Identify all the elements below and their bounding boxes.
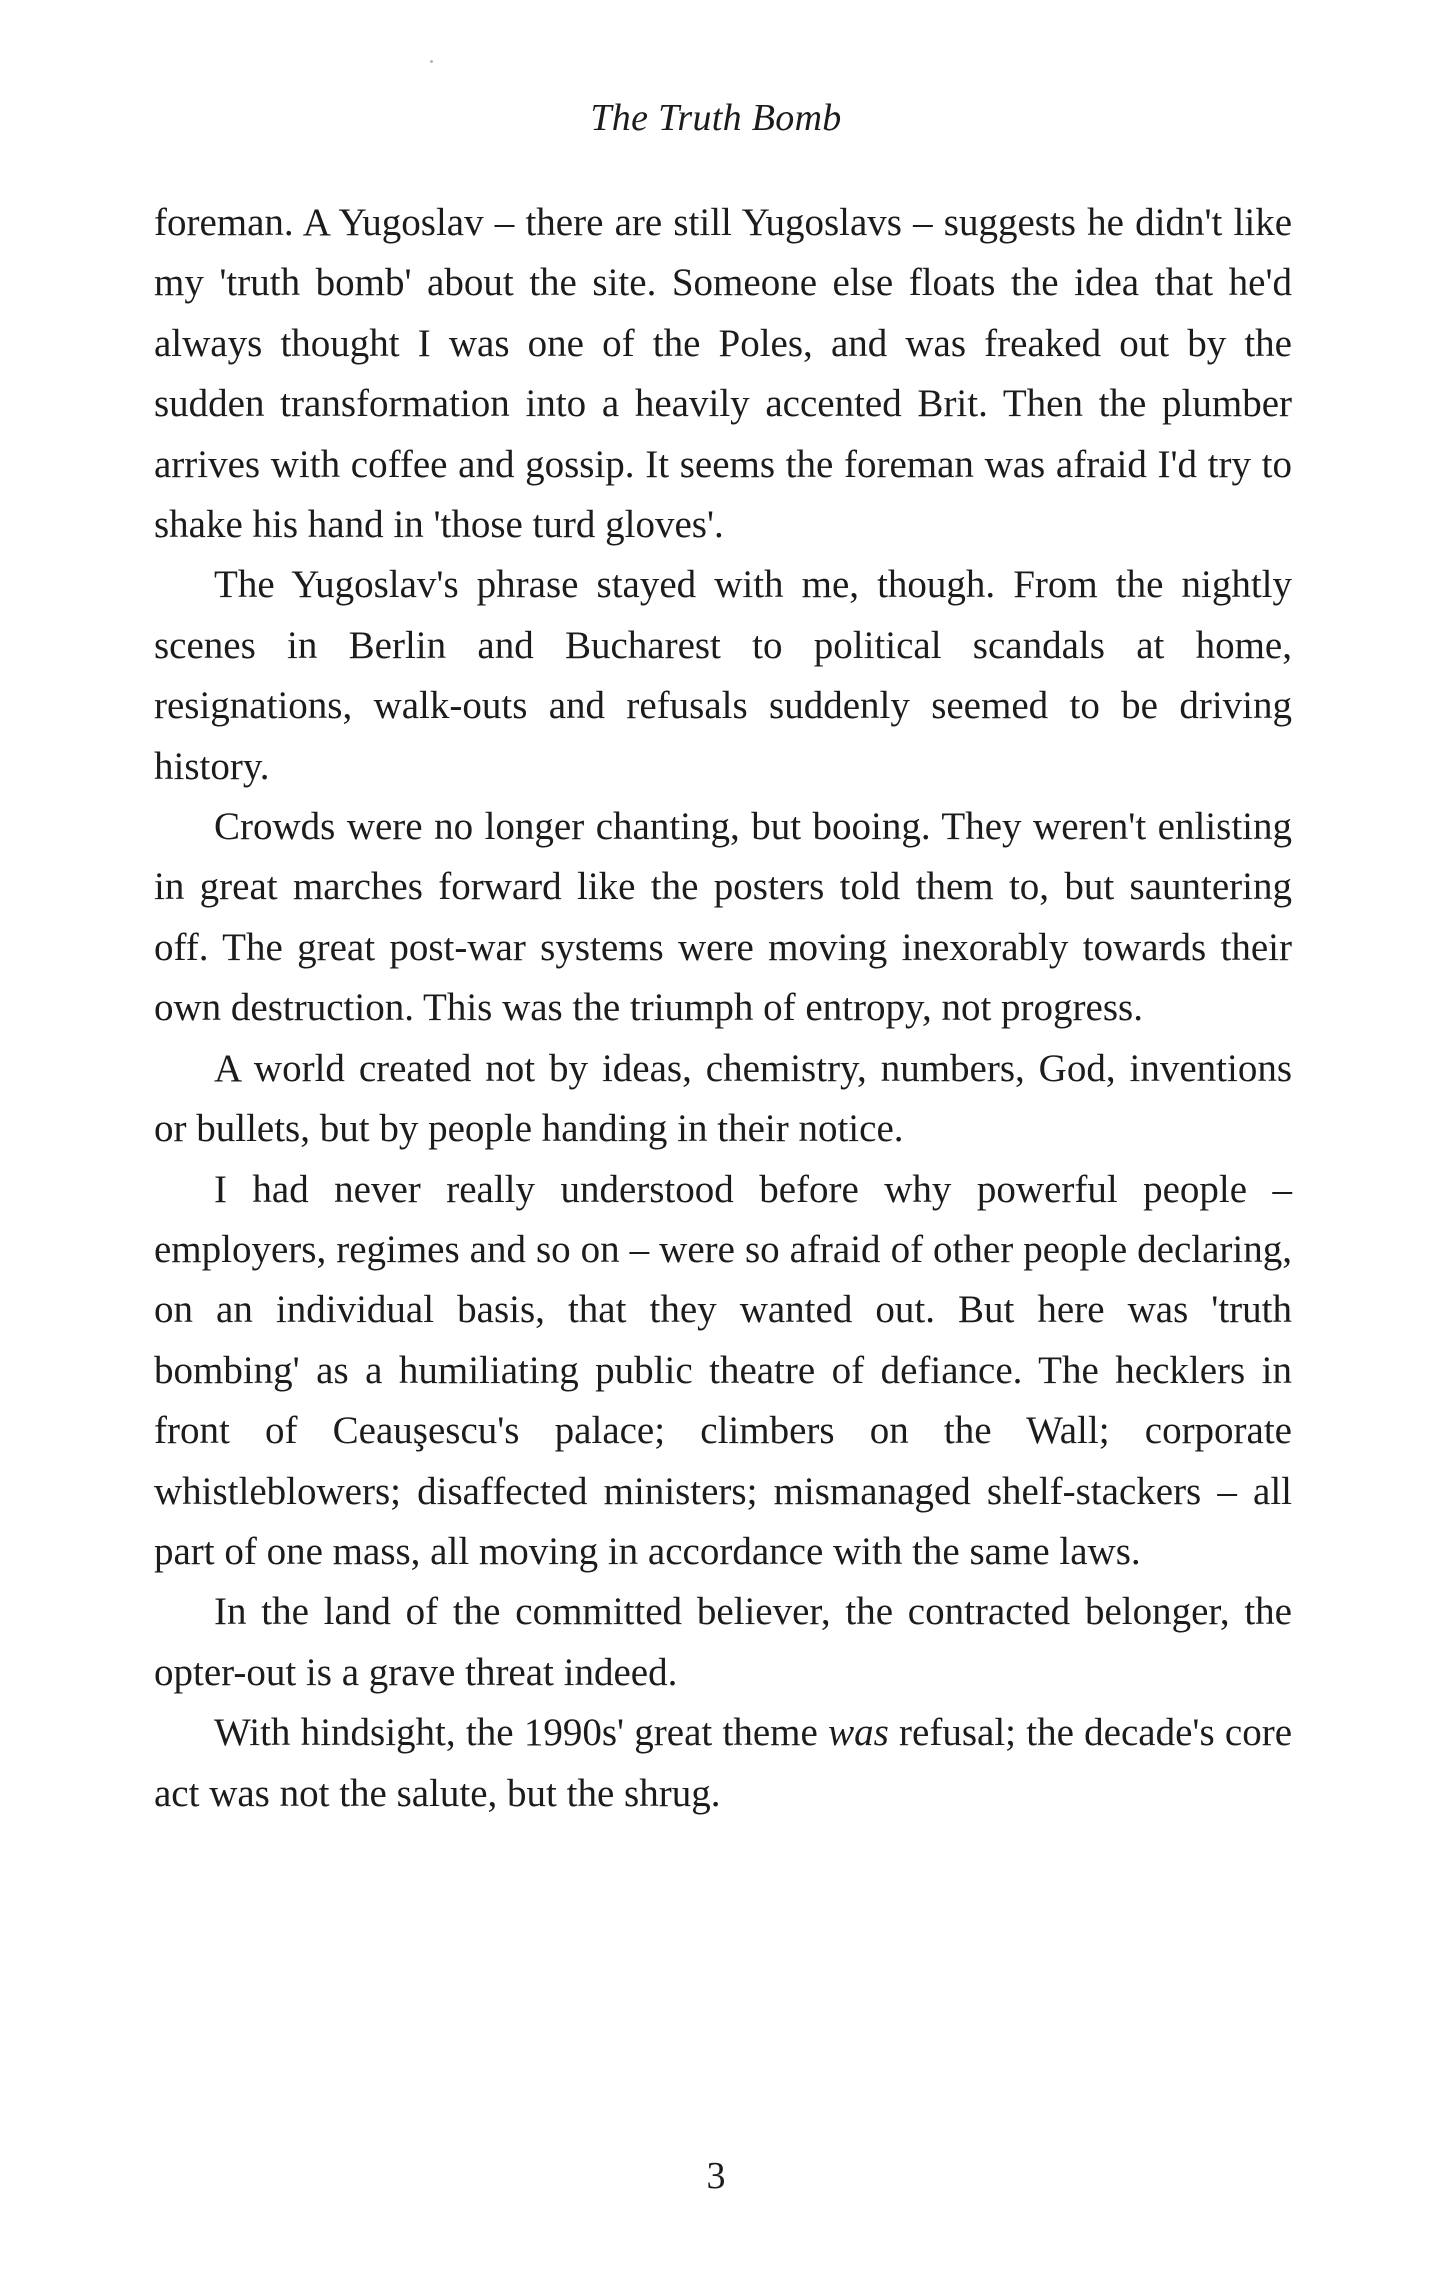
running-head: The Truth Bomb <box>590 97 842 139</box>
page-number: 3 <box>706 2155 726 2197</box>
paragraph-7 <box>154 1703 1292 1824</box>
paragraph-7-after: refusal; the decade's core act was not the salute, but the shrug. <box>154 1711 1293 1815</box>
paragraph-5: I had never really understood before why powerful people – employers, regimes and so on – were so afraid of other people declaring, on an individual basis, that they wanted out. But here was 'truth bombing' as a humiliating public theatre of defiance. The hecklers in front of Ceauşescu's palace; climbers on the Wall; corporate whistleblowers; disaffected ministers; mismanaged shelf-stackers – all part of one mass, all moving in accordance with the same laws. <box>154 1167 1292 1573</box>
paragraph-1: foreman. A Yugoslav – there are still Yugoslavs – suggests he didn't like my 'truth bomb' about the site. Someone else floats the idea that he'd always thought I was one of the Poles, and was freaked out by the sudden transformation into a heavily accented Brit. Then the plumber arrives with coffee and gossip. It seems the foreman was afraid I'd try to shake his hand in 'those turd gloves'. <box>154 201 1292 547</box>
paragraph-7-before: With hindsight, the 1990s' great theme <box>214 1711 829 1755</box>
paragraph-3: Crowds were no longer chanting, but booing. They weren't enlisting in great marches forward like the posters told them to, but sauntering off. The great post-war systems were moving inexorably towards their own destruction. This was the triumph of entropy, not progress. <box>154 805 1292 1030</box>
paragraph-4: A world created not by ideas, chemistry, numbers, God, inventions or bullets, but by people handing in their notice. <box>154 1046 1292 1151</box>
body-text <box>154 193 1292 1824</box>
paragraph-2: The Yugoslav's phrase stayed with me, though. From the nightly scenes in Berlin and Bucharest to political scandals at home, resignations, walk-outs and refusals suddenly seemed to be driving history. <box>154 563 1292 788</box>
paragraph-7-emphasis: was <box>828 1711 889 1755</box>
paragraph-6: In the land of the committed believer, the contracted belonger, the opter-out is a grave threat indeed. <box>154 1590 1292 1694</box>
paper-speck <box>430 60 433 63</box>
